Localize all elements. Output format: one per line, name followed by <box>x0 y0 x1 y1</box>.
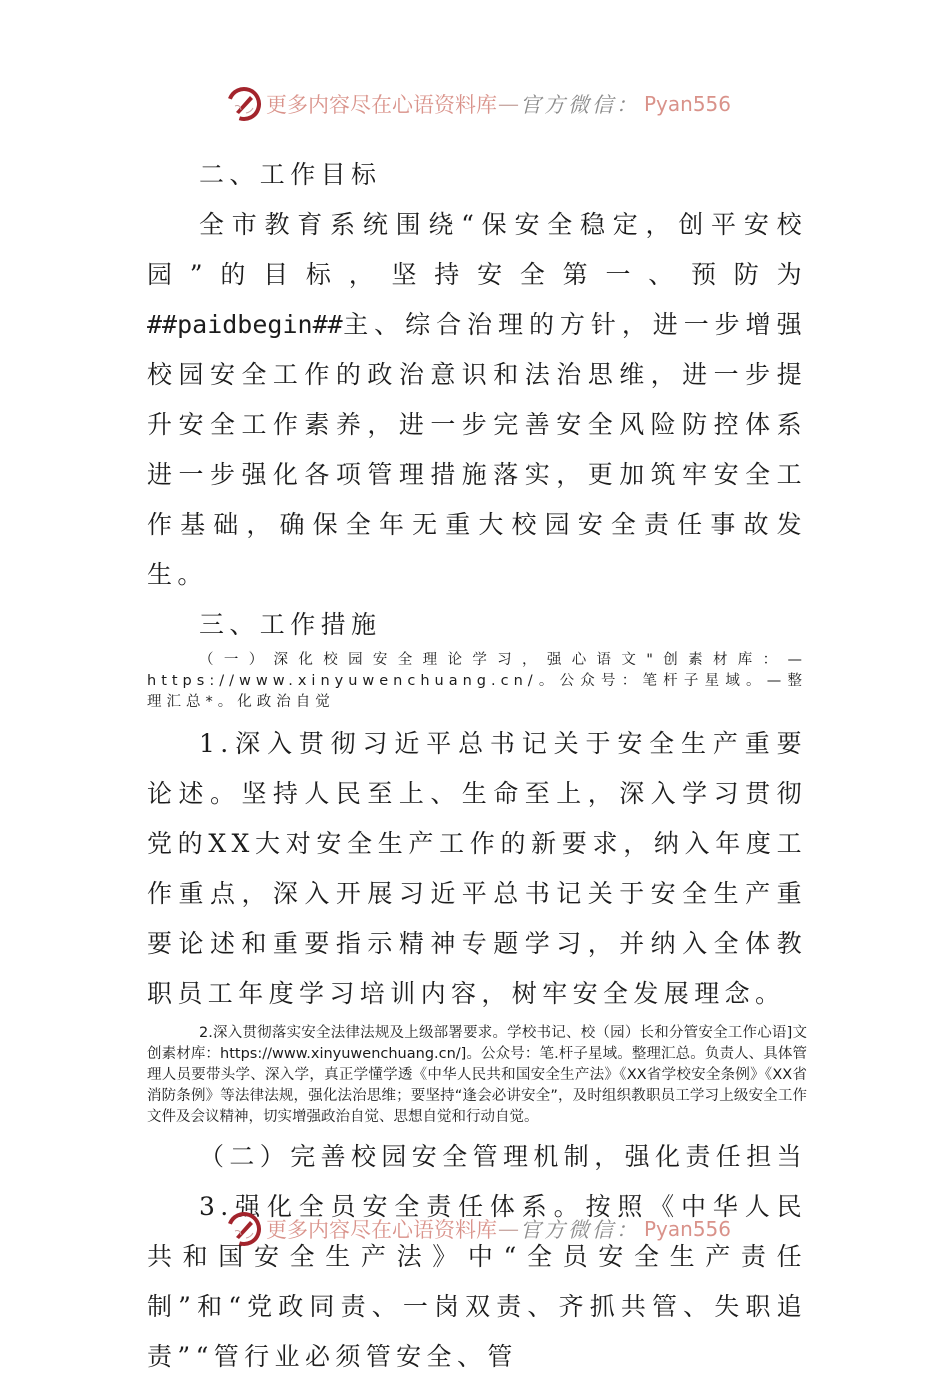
watermark-banner-bottom <box>226 1209 732 1249</box>
banner-wechat-id: Pyan556 <box>644 1217 732 1241</box>
section-2-body-b: 主、综合治理的方针，进一步增强校园安全工作的政治意识和法治思维，进一步提升安全工作素养，进一步完善安全风险防控体系进一步强化各项管理措施落实，更加筑牢安全工作基础，确保全年无重大校园安全责任事故发生。 <box>147 310 807 589</box>
banner-main-text: 更多内容尽在心语资料库 <box>266 93 497 117</box>
subsection-2-heading: （二）完善校园安全管理机制，强化责任担当 <box>199 1142 808 1171</box>
quill-pen-logo-icon <box>226 86 262 122</box>
item-1-paragraph: 1.深入贯彻习近平总书记关于安全生产重要论述。坚持人民至上、生命至上，深入学习贯彻党的XX大对安全生产工作的新要求，纳入年度工作重点，深入开展习近平总书记关于安全生产重要论述和重要指示精神专题学习，并纳入全体教职员工年度学习培训内容，树牢安全发展理念。 <box>147 729 807 1008</box>
section-2-body <box>147 200 807 600</box>
watermark-banner-top <box>226 84 732 124</box>
banner-dash: — <box>498 1217 519 1241</box>
section-2-body-a: 全市教育系统围绕“保安全稳定，创平安校园”的目标，坚持安全第一、预防为 <box>147 210 807 289</box>
document-page <box>147 150 807 1382</box>
banner-wechat-label: 官方微信： <box>520 1218 640 1242</box>
banner-wechat-id: Pyan556 <box>644 92 732 116</box>
quill-pen-logo-icon <box>226 1211 262 1247</box>
subsection-1-heading: （一）深化校园安全理论学习，强心语文"创素材库：—https://www.xinyuwenchuang.cn/。公众号：笔杆子星域。—整理汇总*。化政治自觉 <box>147 652 807 710</box>
section-3-heading: 三、工作措施 <box>199 610 382 639</box>
paid-begin-marker: ##paidbegin## <box>147 310 343 339</box>
banner-dash: — <box>498 92 519 116</box>
item-2-paragraph: 2.深入贯彻落实安全法律法规及上级部署要求。学校书记、校（园）长和分管安全工作心语]文创素材库：https://www.xinyuwenchuang.cn/]。公众号：笔.杆子星域。整理汇总。负责人、具体管理人员要带头学、深入学，真正学懂学透《中华人民共和国安全生产法》《XX省学校安全条例》《XX省消防条例》等法律法规，强化法治思维；要坚持“逢会必讲安全”，及时组织教职员工学习上级安全工作文件及会议精神，切实增强政治自觉、思想自觉和行动自觉。 <box>147 1025 807 1125</box>
banner-wechat-label: 官方微信： <box>520 93 640 117</box>
item-3-paragraph: 3.强化全员安全责任体系。按照《中华人民共和国安全生产法》中“全员安全生产责任制”和“党政同责、一岗双责、齐抓共管、失职追责”“管行业必须管安全、管 <box>147 1192 807 1371</box>
banner-main-text: 更多内容尽在心语资料库 <box>266 1218 497 1242</box>
section-2-heading: 二、工作目标 <box>199 160 382 189</box>
